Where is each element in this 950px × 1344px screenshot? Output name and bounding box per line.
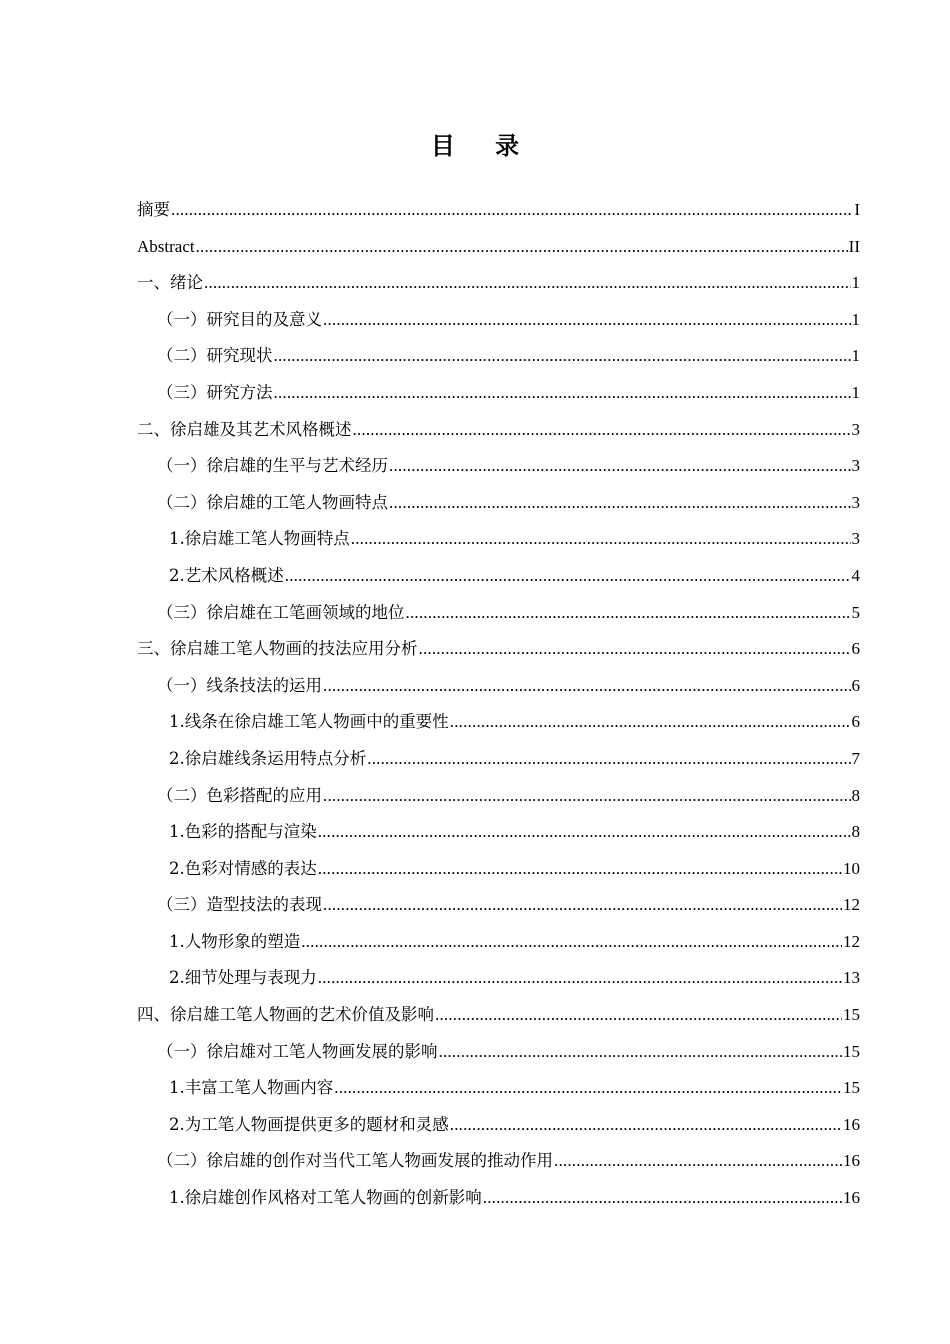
toc-dot-leader (435, 997, 842, 1034)
toc-entry[interactable] (137, 1180, 860, 1217)
toc-dot-leader (285, 558, 851, 595)
toc-entry[interactable] (137, 521, 860, 558)
toc-entry-label: 1.徐启雄创作风格对工笔人物画的创新影响 (169, 1188, 482, 1208)
toc-dot-leader (323, 778, 851, 815)
toc-entry[interactable] (137, 997, 860, 1034)
toc-dot-leader (301, 924, 842, 961)
toc-entry-label: （三）徐启雄在工笔画领域的地位 (157, 602, 405, 622)
toc-dot-leader (389, 485, 851, 522)
toc-entry-label: 2.艺术风格概述 (169, 565, 284, 585)
toc-entry[interactable] (137, 338, 860, 375)
toc-entry-page-number: 6 (851, 639, 860, 659)
toc-entry[interactable] (137, 1143, 860, 1180)
toc-entry-label: Abstract (137, 236, 195, 256)
toc-title: 目 录 (430, 132, 536, 160)
toc-dot-leader (318, 814, 851, 851)
toc-dot-leader (196, 229, 848, 266)
toc-dot-leader (367, 741, 850, 778)
toc-entry-label: （一）研究目的及意义 (157, 309, 322, 329)
toc-entry-label: （一）徐启雄的生平与艺术经历 (157, 456, 388, 476)
toc-entry-page-number: 1 (851, 309, 860, 329)
toc-entry-label: 2.为工笔人物画提供更多的题材和灵感 (169, 1114, 449, 1134)
toc-dot-leader (439, 1034, 843, 1071)
toc-dot-leader (334, 1070, 842, 1107)
toc-entry[interactable] (137, 375, 860, 412)
toc-dot-leader (204, 265, 851, 302)
toc-entry-label: （二）徐启雄的工笔人物画特点 (157, 492, 388, 512)
toc-entry-label: 1.丰富工笔人物画内容 (169, 1078, 334, 1098)
toc-entry[interactable] (137, 265, 860, 302)
toc-dot-leader (323, 668, 851, 705)
toc-entry[interactable] (137, 924, 860, 961)
toc-entry[interactable] (137, 1107, 860, 1144)
toc-entry[interactable] (137, 1070, 860, 1107)
toc-entry[interactable] (137, 595, 860, 632)
toc-entry-page-number: 16 (843, 1114, 860, 1134)
toc-entry-label: 一、绪论 (137, 273, 203, 293)
toc-entry-page-number: 15 (843, 1041, 860, 1061)
toc-entry-page-number: 1 (851, 382, 860, 402)
toc-entry-page-number: 7 (851, 748, 860, 768)
toc-entry[interactable] (137, 668, 860, 705)
toc-entry[interactable] (137, 192, 860, 229)
toc-dot-leader (274, 338, 851, 375)
toc-entry-label: 1.色彩的搭配与渲染 (169, 822, 317, 842)
toc-entry[interactable] (137, 887, 860, 924)
toc-entry-page-number: 16 (843, 1188, 860, 1208)
toc-entry-page-number: 16 (843, 1151, 860, 1171)
toc-entry-page-number: 6 (851, 712, 860, 732)
toc-dot-leader (419, 631, 851, 668)
toc-entry-page-number: 12 (843, 931, 860, 951)
toc-entry-page-number: 3 (851, 456, 860, 476)
toc-entry-page-number: 5 (851, 602, 860, 622)
toc-dot-leader (389, 448, 851, 485)
toc-entry[interactable] (137, 558, 860, 595)
toc-entry-page-number: 3 (851, 419, 860, 439)
toc-dot-leader (483, 1180, 842, 1217)
toc-entry-label: 三、徐启雄工笔人物画的技法应用分析 (137, 639, 418, 659)
toc-dot-leader (353, 412, 851, 449)
toc-entry[interactable] (137, 814, 860, 851)
toc-list (137, 192, 860, 1217)
toc-entry[interactable] (137, 704, 860, 741)
toc-entry[interactable] (137, 485, 860, 522)
toc-entry[interactable] (137, 302, 860, 339)
toc-entry-page-number: 10 (843, 858, 860, 878)
toc-entry[interactable] (137, 412, 860, 449)
toc-dot-leader (274, 375, 851, 412)
toc-entry-page-number: 15 (843, 1078, 860, 1098)
toc-entry[interactable] (137, 631, 860, 668)
toc-entry-page-number: I (854, 200, 860, 219)
toc-entry-label: 2.细节处理与表现力 (169, 968, 317, 988)
toc-entry[interactable] (137, 778, 860, 815)
toc-entry-page-number: 3 (851, 492, 860, 512)
toc-entry-label: 1.人物形象的塑造 (169, 931, 301, 951)
toc-entry-page-number: 13 (843, 968, 860, 988)
toc-entry-page-number: 4 (851, 565, 860, 585)
toc-dot-leader (406, 595, 851, 632)
toc-entry-label: （二）研究现状 (157, 346, 273, 366)
toc-entry-page-number: 8 (851, 785, 860, 805)
toc-dot-leader (554, 1143, 842, 1180)
toc-entry-label: 2.色彩对情感的表达 (169, 858, 317, 878)
toc-entry-page-number: 6 (851, 675, 860, 695)
toc-entry-label: （一）徐启雄对工笔人物画发展的影响 (157, 1041, 438, 1061)
toc-entry-page-number: 15 (843, 1005, 860, 1025)
toc-entry[interactable] (137, 1034, 860, 1071)
toc-entry-page-number: 1 (851, 273, 860, 293)
toc-entry-label: 2.徐启雄线条运用特点分析 (169, 748, 367, 768)
toc-entry-page-number: 3 (851, 529, 860, 549)
toc-dot-leader (351, 521, 851, 558)
toc-entry[interactable] (137, 960, 860, 997)
toc-entry-label: （二）徐启雄的创作对当代工笔人物画发展的推动作用 (157, 1151, 553, 1171)
toc-entry[interactable] (137, 229, 860, 266)
toc-entry-label: （三）研究方法 (157, 382, 273, 402)
toc-entry-label: 1.线条在徐启雄工笔人物画中的重要性 (169, 712, 449, 732)
toc-entry-page-number: 12 (843, 895, 860, 915)
toc-dot-leader (318, 960, 842, 997)
toc-entry-label: 1.徐启雄工笔人物画特点 (169, 529, 350, 549)
toc-entry-label: （二）色彩搭配的应用 (157, 785, 322, 805)
toc-entry-label: 摘要 (137, 200, 170, 219)
toc-entry[interactable] (137, 448, 860, 485)
toc-dot-leader (450, 704, 851, 741)
toc-entry-page-number: 1 (851, 346, 860, 366)
toc-entry-label: 四、徐启雄工笔人物画的艺术价值及影响 (137, 1005, 434, 1025)
toc-dot-leader (450, 1107, 842, 1144)
toc-dot-leader (171, 192, 853, 229)
toc-entry-page-number: II (848, 236, 860, 256)
toc-entry-label: （三）造型技法的表现 (157, 895, 322, 915)
toc-dot-leader (323, 887, 842, 924)
toc-entry[interactable] (137, 851, 860, 888)
toc-entry[interactable] (137, 741, 860, 778)
toc-dot-leader (323, 302, 851, 339)
toc-dot-leader (318, 851, 842, 888)
toc-entry-label: （一）线条技法的运用 (157, 675, 322, 695)
toc-entry-page-number: 8 (851, 822, 860, 842)
toc-entry-label: 二、徐启雄及其艺术风格概述 (137, 419, 352, 439)
